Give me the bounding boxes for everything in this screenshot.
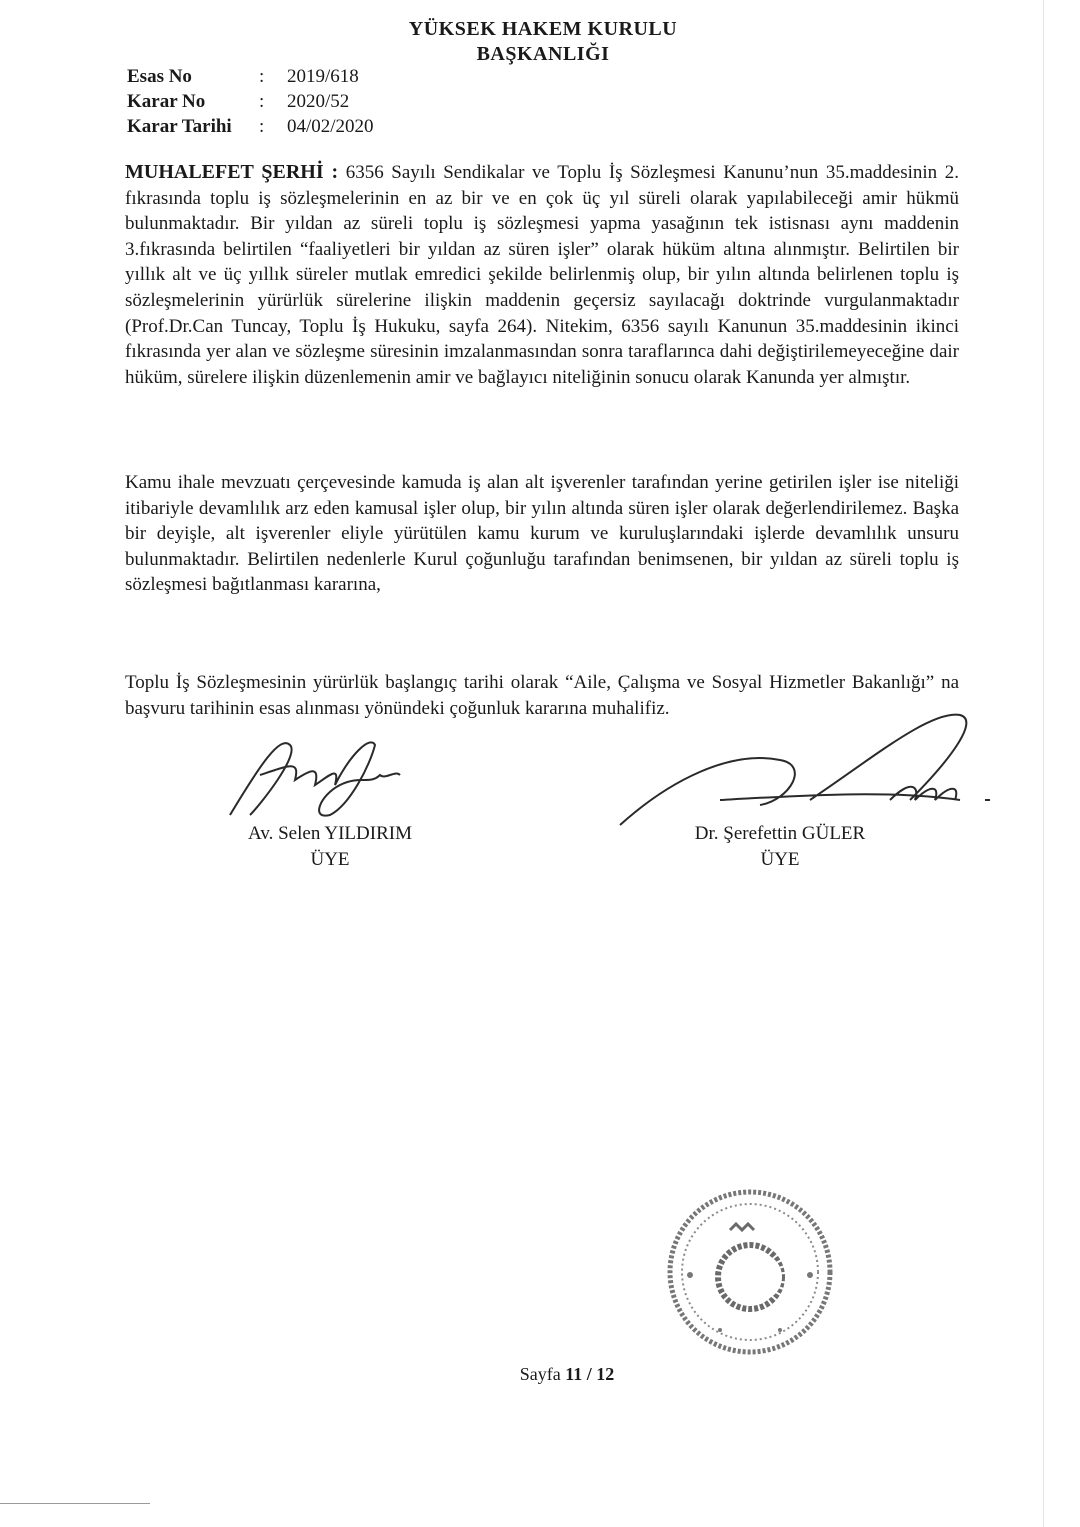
meta-colon: :	[259, 66, 265, 87]
signature-1-role: ÜYE	[310, 849, 350, 870]
meta-row-tarih	[127, 114, 374, 139]
signature-2-scribble	[610, 700, 1010, 840]
case-metadata	[127, 64, 374, 139]
official-stamp	[660, 1185, 840, 1360]
paragraph-1-text: 6356 Sayılı Sendikalar ve Toplu İş Sözleşmesi Kanunu’nun 35.maddesinin 2. fıkrasında toplu iş sözleşmelerinin en az bir ve en çok üç yıl süreli olarak yapılabileceği amir hükmü bulunmaktadır. Bir yıldan az süreli toplu iş sözleşmesi yapma yasağının tek istisnası aynı maddenin 3.fıkrasında belirtilen “faaliyetleri bir yıldan az süren işler” olarak hüküm altına alınmıştır. Belirtilen bir yıllık alt ve üç yıllık süreler mutlak emredici şekilde belirlenmiş olup, bir yılın altında belirlenen toplu iş sözleşmelerinin yürürlük sürelerine ilişkin maddenin geçersiz sayılacağı doktrinde vurgulanmaktadır (Prof.Dr.Can Tuncay, Toplu İş Hukuku, sayfa 264). Nitekim, 6356 sayılı Kanunun 35.maddesinin ikinci fıkrasında yer alan ve sözleşme süresinin imzalanmasından sonra taraflarınca dahi değiştirilemeyeceğine dair hüküm, sürelere ilişkin düzenlemenin amir ve bağlayıcı niteliğinin sonucu olarak Kanunda yer almıştır.	[125, 162, 959, 388]
page-number-value: 11 / 12	[565, 1364, 615, 1384]
meta-colon: :	[259, 116, 265, 137]
paragraph-2: Kamu ihale mevzuatı çerçevesinde kamuda iş alan alt işverenler tarafından yerine getirilen işler ise niteliği itibariyle devamlılık arz eden kamusal işler olup, bir yılın altında süren işler olarak değerlendirilemez. Başka bir deyişle, alt işverenler eliyle yürütülen kamu kurum ve kuruluşlarındaki işlerde devamlılık unsuru bulunmaktadır. Belirtilen nedenlerle Kurul çoğunluğu tarafından benimsenen, bir yıldan az süreli toplu iş sözleşmesi bağıtlanması kararına,	[125, 472, 959, 596]
meta-value: 2020/52	[287, 91, 350, 112]
header-title-line1: YÜKSEK HAKEM KURULU	[408, 18, 678, 40]
scan-edge-line	[1043, 0, 1044, 1527]
header-title-line2: BAŞKANLIĞI	[476, 43, 610, 65]
meta-label: Karar No	[127, 91, 206, 112]
signature-1-scribble	[220, 725, 420, 825]
bottom-rule	[0, 1503, 150, 1504]
meta-colon: :	[259, 91, 265, 112]
signature-1-name: Av. Selen YILDIRIM	[248, 823, 412, 844]
meta-value: 04/02/2020	[287, 116, 374, 137]
page-number-prefix: Sayfa	[519, 1364, 566, 1384]
signature-2-name: Dr. Şerefettin GÜLER	[694, 823, 866, 844]
meta-label: Karar Tarihi	[127, 116, 232, 137]
signature-2-role: ÜYE	[760, 849, 800, 870]
meta-row-esas	[127, 64, 374, 89]
meta-label: Esas No	[127, 66, 192, 87]
paragraph-3: Toplu İş Sözleşmesinin yürürlük başlangıç tarihi olarak “Aile, Çalışma ve Sosyal Hizmetler Bakanlığı” na başvuru tarihinin esas alınması yönündeki çoğunluk kararına muhalifiz.	[125, 672, 959, 719]
page-number	[0, 1364, 1080, 1385]
paragraph-1	[125, 160, 959, 390]
meta-value: 2019/618	[287, 66, 359, 87]
meta-row-karar	[127, 89, 374, 114]
section-label: MUHALEFET ŞERHİ :	[125, 161, 339, 183]
